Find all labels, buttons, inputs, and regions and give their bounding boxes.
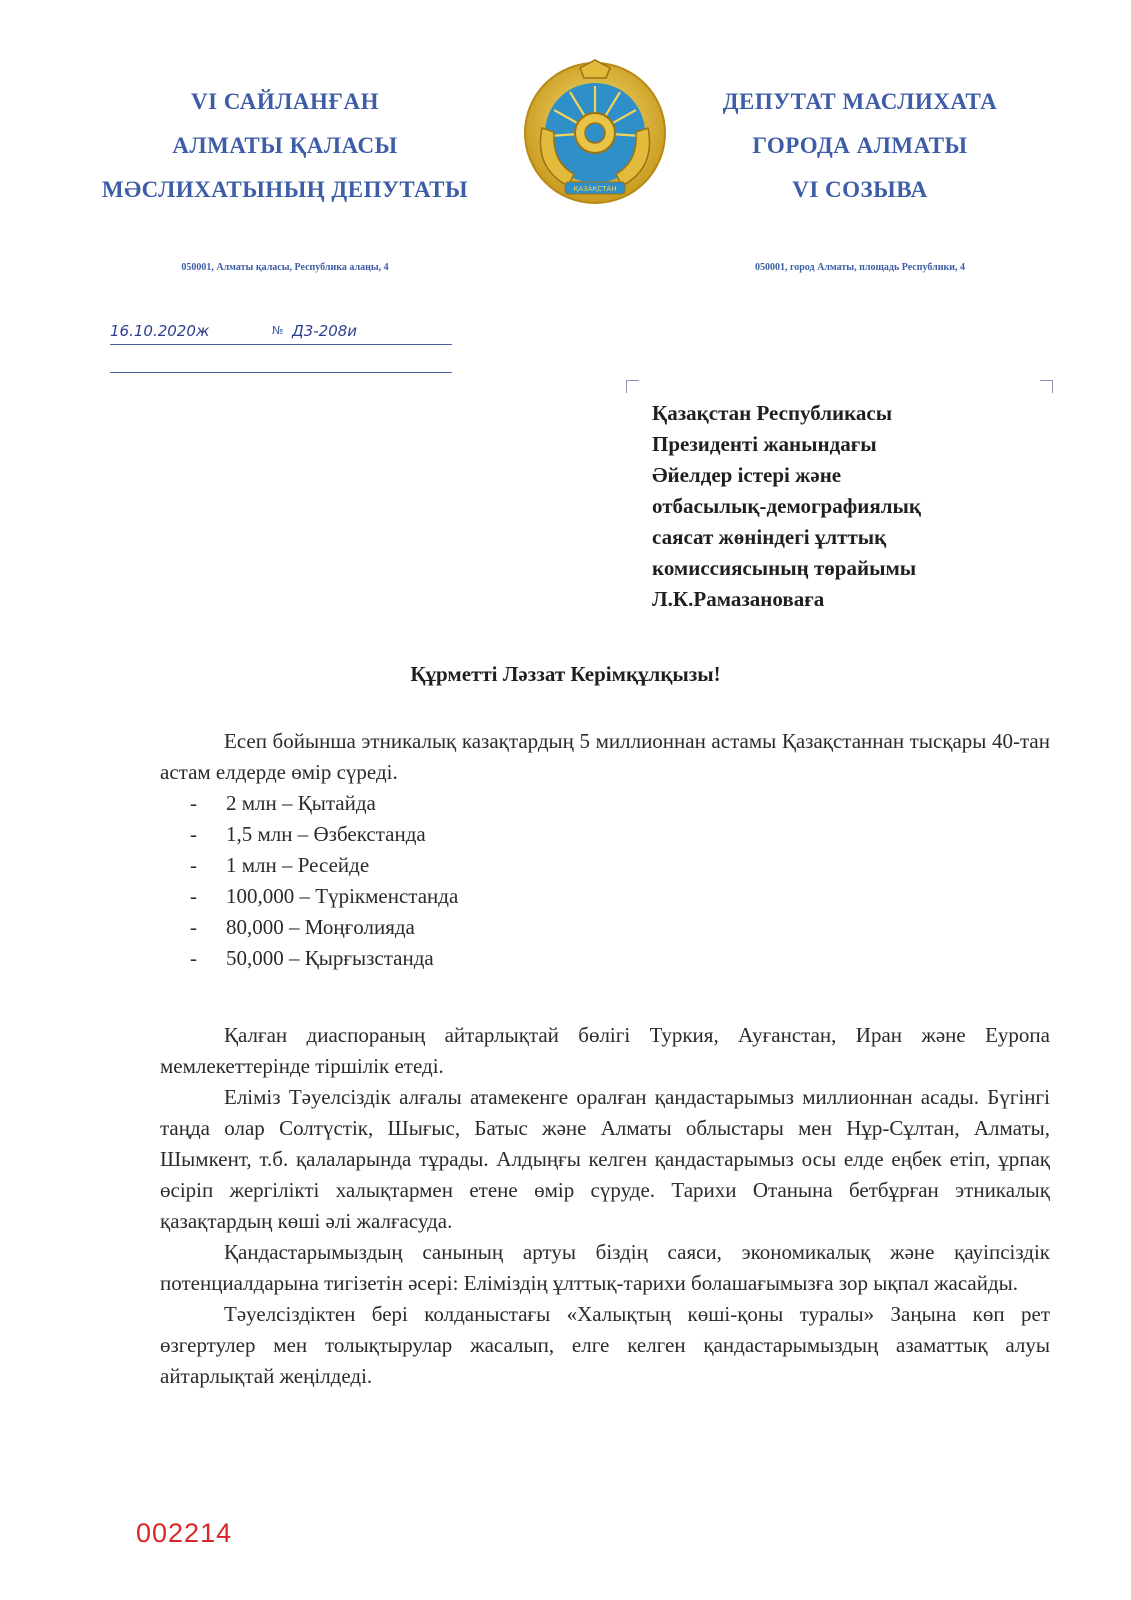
address-russian: 050001, город Алматы, площадь Республики, 4 [754,262,966,273]
addressee-line: Президенті жанындағы [652,432,877,456]
addressee-line: Қазақстан Республикасы [652,401,893,425]
registration-number: Д3-208и [292,322,358,340]
letterhead-russian-line-1: ДЕПУТАТ МАСЛИХАТА [722,89,998,114]
addressee-block [652,398,1032,615]
addressee-corner-left [626,380,639,393]
addressee-corner-right [1040,380,1053,393]
salutation: Құрметті Ләззат Керімқұлқызы! [410,662,721,686]
letterhead-russian-line-3: VI СОЗЫВА [792,177,928,202]
emblem-text: ҚАЗАҚСТАН [573,185,617,193]
registration-rule-2 [110,372,452,373]
addressee-line: комиссиясының төрайымы [652,556,917,580]
list-item: - 1,5 млн – Өзбекстанда [190,819,1050,850]
registration-rule-1 [110,344,452,345]
addressee-line: Әйелдер істері және [652,463,842,487]
address-kazakh: 050001, Алматы қаласы, Республика алаңы, 4 [181,262,389,273]
letterhead-russian [690,80,1030,212]
spacer [160,998,1050,1020]
list-item: - 50,000 – Қырғызстанда [190,943,1050,974]
addressee-line: Л.К.Рамазановаға [652,587,825,611]
list-item: - 100,000 – Түрікменстанда [190,881,1050,912]
letter-body [160,726,1050,1392]
letterhead-russian-line-2: ГОРОДА АЛМАТЫ [752,133,968,158]
list-item: - 2 млн – Қытайда [190,788,1050,819]
kazakhstan-state-emblem-icon [520,58,670,208]
registration-date: 16.10.2020ж [110,322,210,340]
letterhead-kazakh-line-1: VI САЙЛАНҒАН [190,89,380,114]
letterhead-kazakh-line-2: АЛМАТЫ ҚАЛАСЫ [172,133,398,158]
body-paragraph: Тәуелсіздіктен бері колданыстағы «Халықтың көші-қоны туралы» Заңына көп рет өзгертулер мен толықтырулар жасалып, елге келген қандастарымыздың азаматтық алуы айтарлықтай жеңілдеді. [160,1302,1050,1388]
body-paragraph: Еліміз Тәуелсіздік алғалы атамекенге оралған қандастарымыз миллионнан асады. Бүгінгі таңда олар Солтүстік, Шығыс, Батыс және Алматы облыстары мен Нұр-Сұлтан, Алматы, Шымкент, т.б. қалаларында тұрады. Алдыңғы келген қандастарымыз осы елде еңбек етіп, ұрпақ өсіріп жергілікті халықтармен етене өмір сүруде. Тарихи Отанына бетбұрған этникалық қазақтардың көші әлі жалғасуда. [160,1085,1050,1233]
number-sign: № [272,324,284,337]
addressee-line: отбасылық-демографиялық [652,494,921,518]
document-number: 002214 [136,1518,233,1548]
intro-paragraph: Есеп бойынша этникалық казақтардың 5 миллионнан астамы Қазақстаннан тысқары 40-тан астам елдерде өмір сүреді. [160,729,1050,784]
diaspora-list [160,788,1050,974]
list-item: - 1 млн – Ресейде [190,850,1050,881]
letterhead-kazakh-line-3: МӘСЛИХАТЫНЫҢ ДЕПУТАТЫ [101,177,469,202]
list-item: - 80,000 – Моңғолияда [190,912,1050,943]
body-paragraph: Қандастарымыздың санының артуы біздің саяси, экономикалық және қауіпсіздік потенциалдарына тигізетін әсері: Еліміздің ұлттық-тарихи болашағымызға зор ықпал жасайды. [160,1240,1050,1295]
addressee-line: саясат жөніндегі ұлттық [652,525,887,549]
letterhead-kazakh [70,80,500,212]
body-paragraph: Қалған диаспораның айтарлықтай бөлігі Туркия, Ауғанстан, Иран және Еуропа мемлекеттерінде тіршілік етеді. [160,1023,1050,1078]
